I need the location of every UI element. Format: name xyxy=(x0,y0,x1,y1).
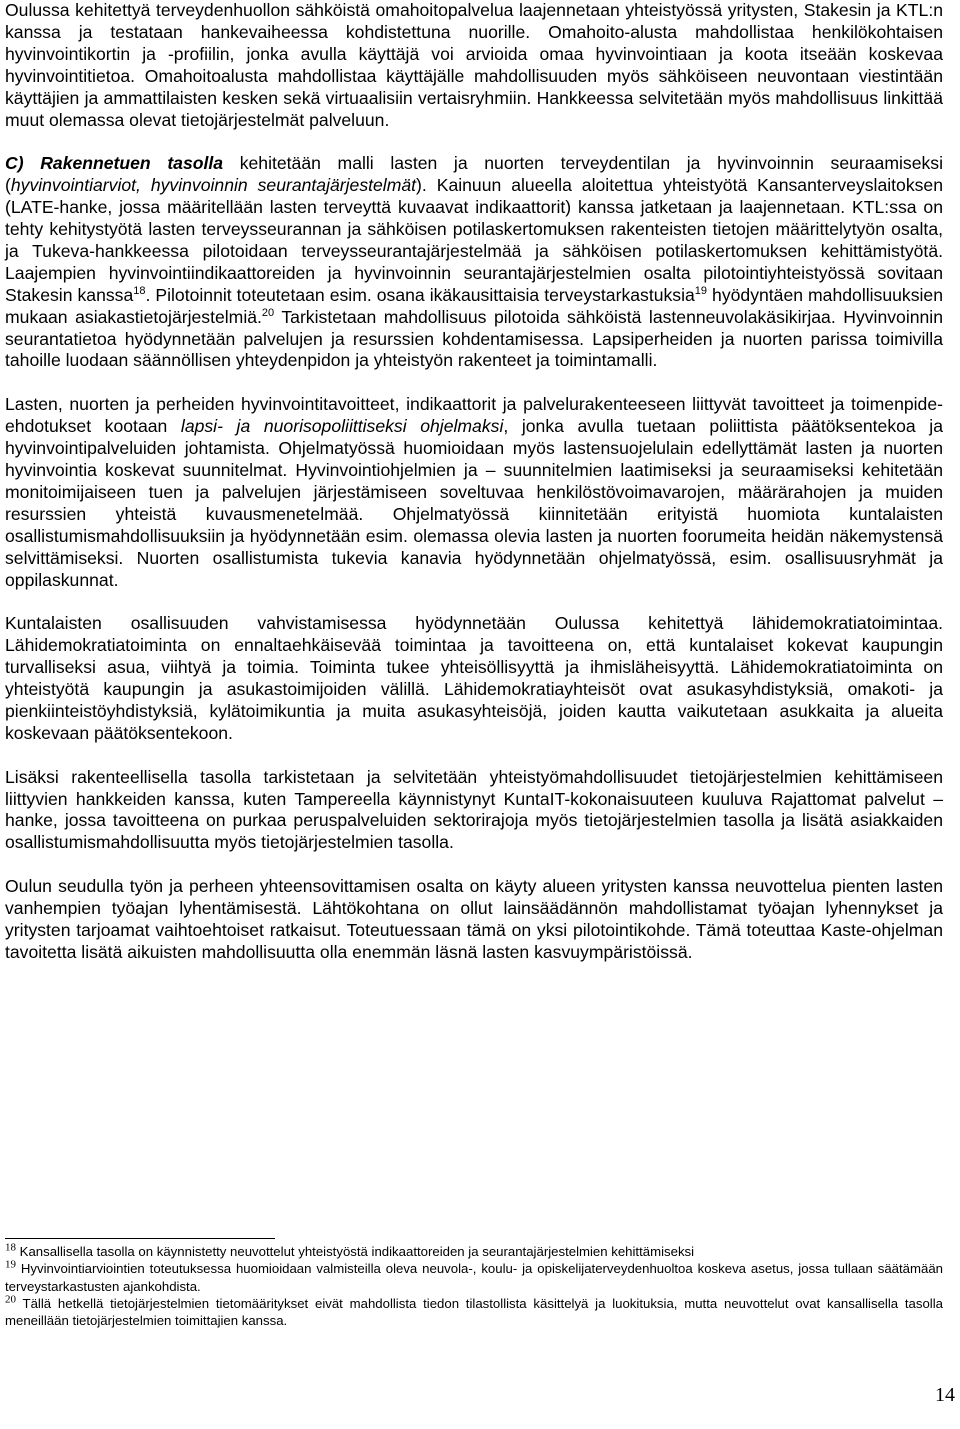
footnote-text: Hyvinvointiarviointien toteutuksessa huomioidaan valmisteilla oleva neuvola-, koulu- ja opiskelijaterveydenhuoltoa koskeva asetus, jossa tullaan säätämään terveystarkastusten ajankohdista. xyxy=(5,1261,943,1294)
section-heading-inline: C) Rakennetuen tasolla xyxy=(5,153,224,174)
footnote-reference: 18 xyxy=(133,284,146,297)
text-segment: kehitetään malli lasten ja nuorten terveydentilan ja hyvinvoinnin seuraamiseksi ( xyxy=(5,153,943,196)
text-segment: ). Kainuun alueella aloitettua yhteistyötä Kansanterveyslaitoksen (LATE-hanke, jossa määritellään lasten terveyttä kuvaavat indikaattorit) kanssa jatketaan ja laajennetaan. KTL:ssa on tehty kehitystyötä lasten terveysseurannan ja sähköisen potilaskertomuksen rakenteisten tietojen määrittelytyön osalta, ja Tukeva-hankkeessa pilotoidaan terveysseurantajärjestelmää ja sähköisen potilaskertomuksen kehittämistyötä. Laajempien hyvinvointiindikaattoreiden ja hyvinvoinnin seurantajärjestelmien osalta pilotointiyhteistyössä sovitaan Stakesin kanssa xyxy=(5,175,943,305)
footnote xyxy=(5,1295,943,1330)
text-segment: Oulun seudulla työn ja perheen yhteensovittamisen osalta on käyty alueen yritysten kanssa neuvottelua pienten lasten vanhempien työajan lyhentämisestä. Lähtökohtana on ollut lainsäädännön mahdollistamat työajan lyhennykset ja yritysten tarjoamat vaihtoehtoiset ratkaisut. Toteutuessaan tämä on yksi pilotointikohde. Tämä toteuttaa Kaste-ohjelman tavoitetta lisätä aikuisten mahdollisuutta olla enemmän läsnä lasten kasvuympäristöissä. xyxy=(5,876,943,962)
footnote xyxy=(5,1243,943,1260)
paragraph xyxy=(5,394,943,591)
text-segment: Lasten, nuorten ja perheiden hyvinvointitavoitteet, indikaattorit ja palvelurakenteeseen liittyvät tavoitteet ja toimenpide-ehdotukset kootaan xyxy=(5,394,943,437)
footnote-reference: 20 xyxy=(261,306,275,319)
text-segment: hyödyntäen mahdollisuuksien mukaan asiakastietojärjestelmiä. xyxy=(5,284,943,327)
body-text xyxy=(5,0,943,964)
text-segment: . Pilotoinnit toteutetaan esim. osana ikäkausittaisia terveystarkastuksia xyxy=(145,284,695,305)
paragraph xyxy=(5,767,943,855)
footnote-reference: 19 xyxy=(694,284,708,297)
italic-text: lapsi- ja nuorisopoliittiseksi ohjelmaksi xyxy=(180,416,504,437)
paragraph xyxy=(5,153,943,372)
footnotes xyxy=(5,1238,943,1329)
document-page xyxy=(5,0,943,1429)
text-segment: Tarkistetaan mahdollisuus pilotoida sähköistä lastenneuvolakäsikirjaa. Hyvinvoinnin seurantatietoa hyödynnetään palvelujen ja resurssien kohdentamisessa. Lapsiperheiden ja nuorten parissa toimivilla tahoille luodaan säännöllisen yhteydenpidon ja yhteistyön rakenteet ja toimintamalli. xyxy=(5,306,943,371)
page-number: 14 xyxy=(935,1384,955,1406)
footnote xyxy=(5,1260,943,1295)
text-segment: Oulussa kehitettyä terveydenhuollon sähköistä omahoitopalvelua laajennetaan yhteistyössä yritysten, Stakesin ja KTL:n kanssa ja testataan hankevaiheessa kohdistettuna nuorille. Omahoito-alusta mahdollistaa henkilökohtaisen hyvinvointikortin ja -profiilin, jonka avulla käyttäjä voi arvioida omaa hyvinvointiaan ja koota itseään koskevaa hyvinvointitietoa. Omahoitoalusta mahdollistaa käyttäjälle mahdollisuuden myös sähköiseen neuvontaan viestintään käyttäjien ja ammattilaisten kesken sekä virtuaalisiin vertaisryhmiin. Hankkeessa selvitetään myös mahdollisuus linkittää muut olemassa olevat tietojärjestelmät palveluun. xyxy=(5,0,943,130)
text-segment: Kuntalaisten osallisuuden vahvistamisessa hyödynnetään Oulussa kehitettyä lähidemokratiatoimintaa. Lähidemokratiatoiminta on ennaltaehkäisevää toimintaa ja tavoitteena on, että kuntalaiset kokevat kaupungin turvalliseksi asua, viihtyä ja toimia. Toiminta tukee yhteisöllisyyttä ja ihmisläheisyyttä. Lähidemokratiatoiminta on yhteistyötä kaupungin ja asukastoimijoiden välillä. Lähidemokratiayhteisöt ovat asukasyhdistyksiä, omakoti- ja pienkiinteistöyhdistyksiä, kylätoimikuntia ja muita asukasyhteisöjä, joiden kautta vaikutetaan asukkaita ja alueita koskevaan päätöksentekoon. xyxy=(5,613,943,743)
footnote-number: 20 xyxy=(5,1293,16,1306)
footnote-list xyxy=(5,1243,943,1329)
footnote-number: 18 xyxy=(5,1241,16,1254)
paragraph xyxy=(5,613,943,744)
footnote-number: 19 xyxy=(5,1258,16,1271)
footnote-text: Tällä hetkellä tietojärjestelmien tietomääritykset eivät mahdollista tiedon tilastollista käsittelyä ja luokituksia, mutta neuvottelut ovat kansallisella tasolla meneillään tietojärjestelmien toimittajien kanssa. xyxy=(5,1295,943,1329)
paragraph xyxy=(5,0,943,131)
paragraph xyxy=(5,876,943,964)
footnote-text: Kansallisella tasolla on käynnistetty neuvottelut yhteistyöstä indikaattoreiden ja seurantajärjestelmien kehittämiseksi xyxy=(16,1244,695,1259)
text-segment: Lisäksi rakenteellisella tasolla tarkistetaan ja selvitetään yhteistyömahdollisuudet tietojärjestelmien kehittämiseen liittyvien hankkeiden kanssa, kuten Tampereella käynnistynyt KuntaIT-kokonaisuuteen kuuluva Rajattomat palvelut –hanke, jossa tavoitteena on purkaa peruspalveluiden sektorirajoja myös tietojärjestelmien tasolla ja lisätä asiakkaiden osallistumismahdollisuutta myös tietojärjestelmien tasolla. xyxy=(5,766,943,853)
footnote-separator xyxy=(5,1238,275,1239)
text-segment: , jonka avulla tuetaan poliittista päätöksentekoa ja hyvinvointipalveluiden johtamista. Ohjelmatyössä huomioidaan myös lastensuojelulain edellyttämät lasten ja nuorten hyvinvointia koskevat suunnitelmat. Hyvinvointiohjelmien ja – suunnitelmien laatimiseksi ja seuraamiseksi kehitetään monitoimijaiseen tuen ja palvelujen järjestämiseen soveltuvaa henkilöstövoimavarojen, määrärahojen ja muiden resurssien yhteistä kuvausmenetelmää. Ohjelmatyössä kiinnitetään erityistä huomiota kuntalaisten osallistumismahdollisuuksiin ja hyödynnetään esim. olemassa olevia lasten ja nuorten foorumeita heidän näkemystensä selvittämiseksi. Nuorten osallistumista tukevia kanavia hyödynnetään ohjelmatyössä, esim. osallisuusryhmät ja oppilaskunnat. xyxy=(5,416,943,590)
italic-text: hyvinvointiarviot, hyvinvoinnin seurantajärjestelmät xyxy=(10,175,417,196)
